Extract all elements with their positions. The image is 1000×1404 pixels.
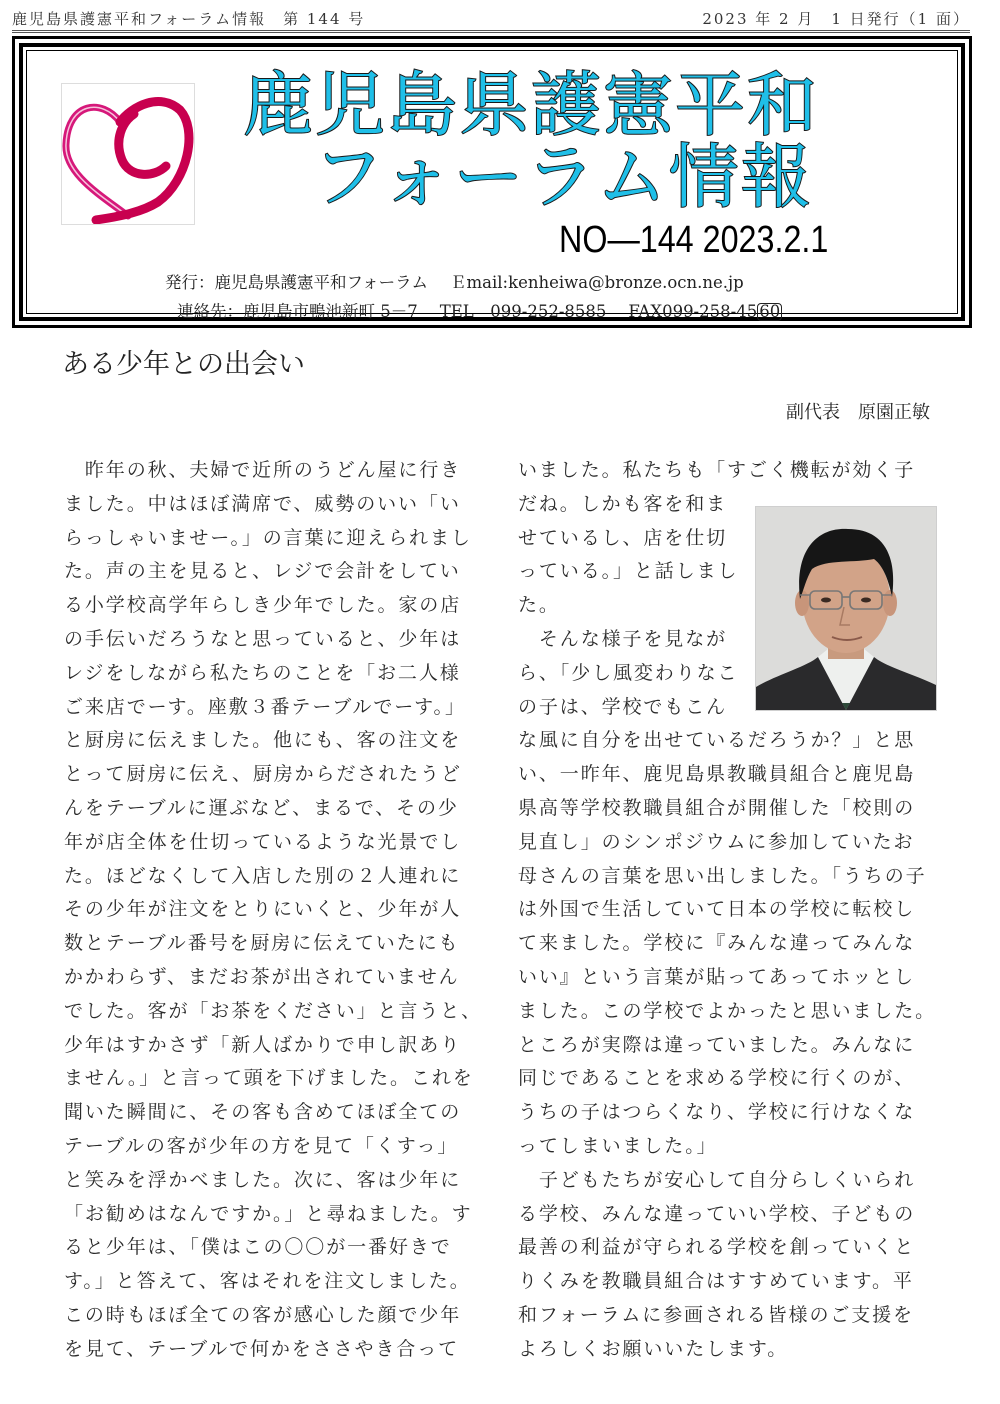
text-line: りくみを教職員組合はすすめています。平	[518, 1270, 914, 1293]
text-line: ご来店でーす。座敷３番テーブルでーす。」	[64, 695, 466, 718]
text-line: と厨房に伝えました。他にも、客の注文を	[64, 729, 462, 752]
text-line: とって厨房に伝え、厨房からだされたうど	[64, 763, 462, 786]
text-line: す。」と答えて、客はそれを注文しました。	[64, 1270, 471, 1293]
text-line: レジをしながら私たちのことを「お二人様	[64, 661, 461, 684]
text-line: る学校、みんな違っていい学校、子どもの	[518, 1202, 916, 1225]
text-line: 年が店全体を仕切っているような光景でし	[64, 830, 462, 853]
author-portrait-photo	[755, 506, 937, 711]
author-name: 原園正敏	[858, 402, 930, 423]
text-line: 昨年の秋、夫婦で近所のうどん屋に行き	[64, 459, 462, 481]
article-title: ある少年との出会い	[62, 349, 305, 380]
masthead-frame	[19, 43, 965, 321]
text-line: 聞いた瞬間に、その客も含めてほぼ全ての	[64, 1101, 462, 1124]
text-line: せているし、店を仕切	[518, 526, 728, 549]
text-line: んをテーブルに運ぶなど、まるで、その少	[64, 796, 459, 819]
publisher-label: 発行：鹿児島県護憲平和フォーラム	[165, 273, 429, 292]
heart-ribbon-logo-icon	[61, 83, 195, 225]
text-line: て来ました。学校に『みんな違ってみんな	[518, 932, 916, 955]
text-line: た。ほどなくして入店した別の２人連れに	[64, 864, 462, 887]
text-line: 子どもたちが安心して自分らしくいられ	[518, 1168, 916, 1191]
text-line: いい』という言葉が貼ってあってホッとし	[518, 965, 915, 988]
text-line: 県高等学校教職員組合が開催した「校則の	[518, 796, 916, 819]
text-line: 少年はすかさず「新人ばかりで申し訳あり	[64, 1033, 462, 1056]
contact-line	[177, 298, 782, 322]
text-line: らっしゃいませー。」の言葉に迎えられまし	[64, 526, 472, 549]
text-line: その少年が注文をとりにいくと、少年が人	[64, 898, 462, 921]
masthead-inner-frame	[26, 50, 958, 321]
text-line: ました。中はほぼ満席で、威勢のいい「い	[64, 492, 461, 515]
text-line: でした。客が「お茶をください」と言うと、	[64, 999, 483, 1022]
text-line: ません。」と言って頭を下げました。これを	[64, 1067, 474, 1090]
text-line: だね。しかも客を和ま	[518, 492, 728, 515]
fax-number-suffix: 60	[759, 302, 781, 321]
text-line: うちの子はつらくなり、学校に行けなくな	[518, 1101, 916, 1124]
text-line: の手伝いだろうなと思っていると、少年は	[64, 627, 462, 650]
text-line: た。声の主を見ると、レジで会計をしてい	[64, 560, 461, 583]
text-line: 最善の利益が守られる学校を創っていくと	[518, 1236, 916, 1259]
telephone-number: TEL 099-252-8585	[439, 302, 607, 321]
text-line: ると少年は、「僕はこの〇〇が一番好きで	[64, 1236, 452, 1259]
issue-number-date: NO—144 2023.2.1	[559, 219, 829, 261]
text-line: テーブルの客が少年の方を見て「くすっ」	[64, 1134, 459, 1157]
masthead	[12, 36, 972, 328]
publisher-line	[165, 269, 744, 293]
text-line: ってしまいました。」	[518, 1134, 718, 1157]
author-role: 副代表	[786, 402, 840, 423]
email-link[interactable]: Ｅmail:kenheiwa@bronze.ocn.ne.jp	[450, 273, 744, 292]
text-line: ところが実際は違っていました。みんなに	[518, 1033, 916, 1056]
fax-number: FAX099-258-45	[628, 302, 758, 321]
masthead-title-line-2: フォーラム情報	[313, 136, 813, 218]
text-line: な風に自分を出せているだろうか？」と思	[518, 729, 916, 752]
text-line: ました。この学校でよかったと思いました。	[518, 999, 937, 1022]
byline	[786, 398, 930, 424]
masthead-title-line-1: 鹿児島県護憲平和	[243, 64, 819, 146]
text-line: ら、「少し風変わりなこ	[518, 661, 739, 684]
text-line: 見直し」のシンポジウムに参加していたお	[518, 830, 915, 853]
text-line: っている。」と話しまし	[518, 560, 739, 583]
text-line: た。	[518, 594, 560, 617]
address-label: 連絡先：鹿児島市鴨池新町 5－7	[177, 302, 418, 321]
text-line: かかわらず、まだお茶が出されていません	[64, 965, 460, 988]
text-line: 母さんの言葉を思い出しました。「うちの子	[518, 864, 927, 887]
text-line: いました。私たちも「すごく機転が効く子	[518, 459, 916, 481]
text-line: い、一昨年、鹿児島県教職員組合と鹿児島	[518, 763, 916, 786]
newsletter-issue-label: 鹿児島県護憲平和フォーラム情報 第 144 号	[12, 10, 366, 28]
running-header	[12, 8, 970, 33]
text-line: そんな様子を見なが	[518, 627, 728, 650]
text-line: 和フォーラムに参画される皆様のご支援を	[518, 1303, 914, 1326]
text-line: の子は、学校でもこん	[518, 695, 728, 718]
text-line: よろしくお願いいたします。	[518, 1337, 789, 1360]
text-line: 数とテーブル番号を厨房に伝えていたにも	[64, 932, 460, 955]
text-line: る小学校高学年らしき少年でした。家の店	[64, 594, 462, 617]
article-column-left	[64, 454, 484, 1367]
text-line: この時もほぼ全ての客が感心した顔で少年	[64, 1303, 462, 1326]
text-line: を見て、テーブルで何かをささやき合って	[64, 1337, 460, 1360]
text-line: 同じであることを求める学校に行くのが、	[518, 1067, 916, 1090]
publish-date-label: 2023 年 2 月 1 日発行（1 面）	[702, 10, 970, 28]
text-line: 「お勧めはなんですか。」と尋ねました。す	[64, 1202, 473, 1225]
text-line: は外国で生活していて日本の学校に転校し	[518, 898, 916, 921]
text-line: と笑みを浮かべました。次に、客は少年に	[64, 1168, 462, 1191]
